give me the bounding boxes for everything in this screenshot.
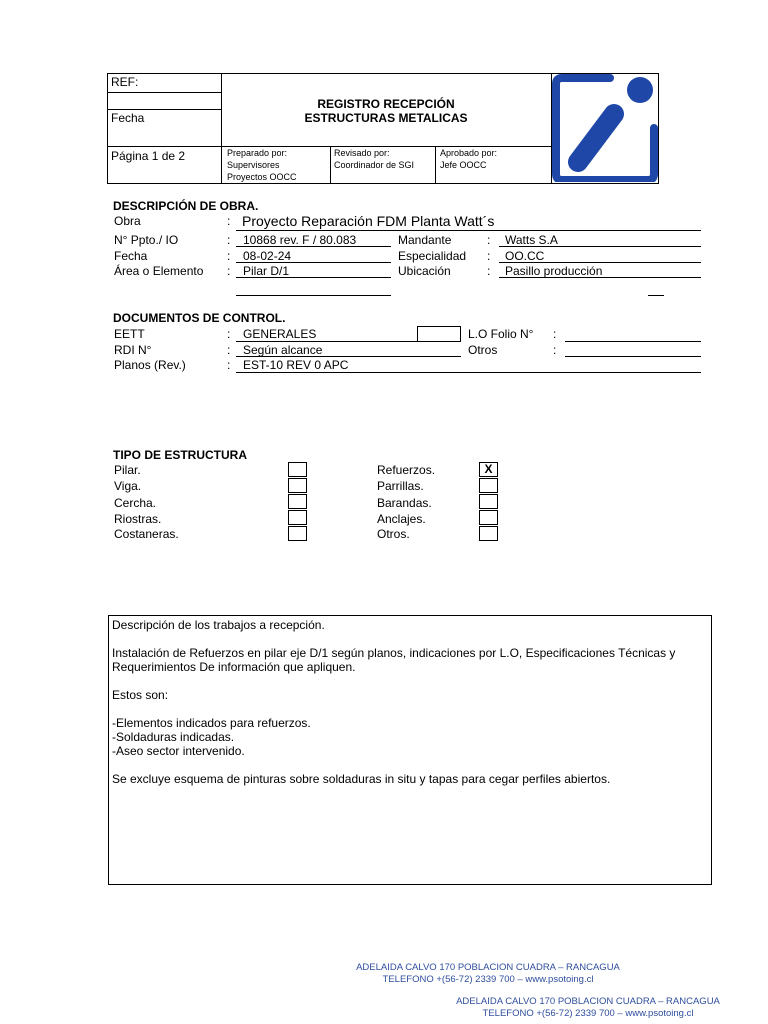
descripcion-trabajos-box bbox=[108, 615, 712, 885]
colon: : bbox=[227, 358, 231, 372]
fecha-value: 08-02-24 bbox=[243, 249, 292, 263]
tipo-riostras-checkbox[interactable] bbox=[288, 510, 307, 525]
colon: : bbox=[487, 264, 491, 278]
preparado-value: Supervisores bbox=[227, 160, 280, 170]
underline bbox=[499, 262, 701, 263]
tipo-pilar-label: Pilar. bbox=[114, 463, 141, 477]
tipo-costaneras-label: Costaneras. bbox=[114, 527, 179, 541]
colon: : bbox=[227, 249, 231, 263]
footer-phone: TELEFONO +(56-72) 2339 700 – www.psotoing.cl bbox=[482, 1008, 694, 1019]
underline bbox=[236, 356, 461, 357]
page-footer bbox=[410, 996, 766, 1020]
tipo-viga-checkbox[interactable] bbox=[288, 478, 307, 493]
obra-label: Obra bbox=[114, 214, 141, 228]
rdi-label: RDI N° bbox=[114, 343, 152, 357]
mandante-value: Watts S.A bbox=[505, 233, 558, 247]
list-item: -Soldaduras indicadas. bbox=[112, 730, 235, 744]
descripcion-paragraph: Instalación de Refuerzos en pilar eje D/1 según planos, indicaciones por L.O, Especificaciones Técnicas y Requerimientos De información que apliquen. bbox=[112, 646, 676, 674]
eett-label: EETT bbox=[114, 327, 145, 341]
fecha-label: Fecha bbox=[111, 111, 145, 125]
ref-label: REF: bbox=[111, 75, 139, 89]
colon: : bbox=[487, 233, 491, 247]
underline bbox=[236, 262, 391, 263]
list-item: -Aseo sector intervenido. bbox=[112, 744, 245, 758]
ppto-value: 10868 rev. F / 80.083 bbox=[243, 233, 357, 247]
tipo-cercha-label: Cercha. bbox=[114, 496, 157, 510]
fecha-label: Fecha bbox=[114, 249, 148, 263]
section-heading: DOCUMENTOS DE CONTROL. bbox=[113, 311, 286, 325]
tipo-costaneras-checkbox[interactable] bbox=[288, 526, 307, 541]
page-footer bbox=[300, 962, 676, 986]
underline bbox=[236, 341, 417, 342]
section-heading: TIPO DE ESTRUCTURA bbox=[113, 448, 248, 462]
revisado-value: Coordinador de SGI bbox=[334, 160, 415, 170]
underline bbox=[499, 277, 701, 278]
tipo-anclajes-checkbox[interactable] bbox=[479, 510, 498, 525]
colon: : bbox=[227, 233, 231, 247]
divider bbox=[107, 146, 551, 147]
tipo-otros-label: Otros. bbox=[377, 527, 410, 541]
underline bbox=[236, 372, 701, 373]
tipo-riostras-label: Riostras. bbox=[114, 512, 162, 526]
underline bbox=[236, 230, 701, 231]
underline bbox=[499, 246, 701, 247]
planos-label: Planos (Rev.) bbox=[114, 358, 186, 372]
descripcion-title: Descripción de los trabajos a recepción. bbox=[112, 618, 325, 632]
colon: : bbox=[227, 343, 231, 357]
tipo-parrillas-label: Parrillas. bbox=[377, 479, 424, 493]
especialidad-label: Especialidad bbox=[398, 249, 467, 263]
mandante-label: Mandante bbox=[398, 233, 452, 247]
area-value: Pilar D/1 bbox=[243, 264, 290, 278]
tipo-refuerzos-label: Refuerzos. bbox=[377, 463, 436, 477]
especialidad-value: OO.CC bbox=[505, 249, 545, 263]
tipo-barandas-label: Barandas. bbox=[377, 496, 432, 510]
preparado-label: Preparado por: bbox=[227, 148, 288, 158]
descripcion-paragraph: Estos son: bbox=[112, 688, 169, 702]
ubicacion-value: Pasillo producción bbox=[505, 264, 603, 278]
eett-value: GENERALES bbox=[243, 327, 317, 341]
pagina-label: Página 1 de 2 bbox=[111, 149, 186, 163]
tipo-parrillas-checkbox[interactable] bbox=[479, 478, 498, 493]
tipo-pilar-checkbox[interactable] bbox=[288, 462, 307, 477]
ubicacion-label: Ubicación bbox=[398, 264, 451, 278]
tipo-refuerzos-checkbox[interactable]: X bbox=[479, 462, 498, 477]
colon: : bbox=[487, 249, 491, 263]
underline bbox=[648, 295, 664, 296]
document-title-line2: ESTRUCTURAS METALICAS bbox=[304, 111, 468, 125]
eett-box bbox=[417, 326, 461, 342]
divider bbox=[221, 73, 222, 184]
list-item: -Elementos indicados para refuerzos. bbox=[112, 716, 311, 730]
underline bbox=[565, 341, 701, 342]
aprobado-value: Jefe OOCC bbox=[440, 160, 487, 170]
colon: : bbox=[227, 264, 231, 278]
divider bbox=[107, 92, 221, 93]
otros-label: Otros bbox=[468, 343, 498, 357]
document-title-line1: REGISTRO RECEPCIÓN bbox=[317, 97, 455, 111]
colon: : bbox=[553, 327, 557, 341]
tipo-otros-checkbox[interactable] bbox=[479, 526, 498, 541]
area-label: Área o Elemento bbox=[114, 264, 204, 278]
divider bbox=[107, 109, 221, 110]
footer-address: ADELAIDA CALVO 170 POBLACION CUADRA – RANCAGUA bbox=[356, 962, 620, 973]
underline bbox=[236, 295, 391, 296]
planos-value: EST-10 REV 0 APC bbox=[243, 358, 349, 372]
rdi-value: Según alcance bbox=[243, 343, 323, 357]
tipo-cercha-checkbox[interactable] bbox=[288, 494, 307, 509]
colon: : bbox=[227, 214, 231, 228]
obra-value: Proyecto Reparación FDM Planta Watt´s bbox=[242, 213, 495, 229]
divider bbox=[330, 146, 331, 184]
tipo-viga-label: Viga. bbox=[114, 479, 142, 493]
underline bbox=[236, 246, 391, 247]
preparado-value: Proyectos OOCC bbox=[227, 172, 297, 182]
company-logo-icon bbox=[552, 74, 658, 182]
lo-folio-label: L.O Folio N° bbox=[468, 327, 534, 341]
colon: : bbox=[553, 343, 557, 357]
tipo-barandas-checkbox[interactable] bbox=[479, 494, 498, 509]
footer-phone: TELEFONO +(56-72) 2339 700 – www.psotoing.cl bbox=[382, 974, 594, 985]
underline bbox=[236, 277, 391, 278]
colon: : bbox=[227, 327, 231, 341]
section-heading: DESCRIPCIÓN DE OBRA. bbox=[113, 199, 259, 213]
aprobado-label: Aprobado por: bbox=[440, 148, 498, 158]
underline bbox=[565, 356, 701, 357]
revisado-label: Revisado por: bbox=[334, 148, 390, 158]
ppto-label: N° Ppto./ IO bbox=[114, 233, 179, 247]
tipo-anclajes-label: Anclajes. bbox=[377, 512, 426, 526]
descripcion-paragraph: Se excluye esquema de pinturas sobre soldaduras in situ y tapas para cegar perfiles abiertos. bbox=[112, 772, 611, 786]
divider bbox=[435, 146, 436, 184]
footer-address: ADELAIDA CALVO 170 POBLACION CUADRA – RANCAGUA bbox=[456, 996, 720, 1007]
